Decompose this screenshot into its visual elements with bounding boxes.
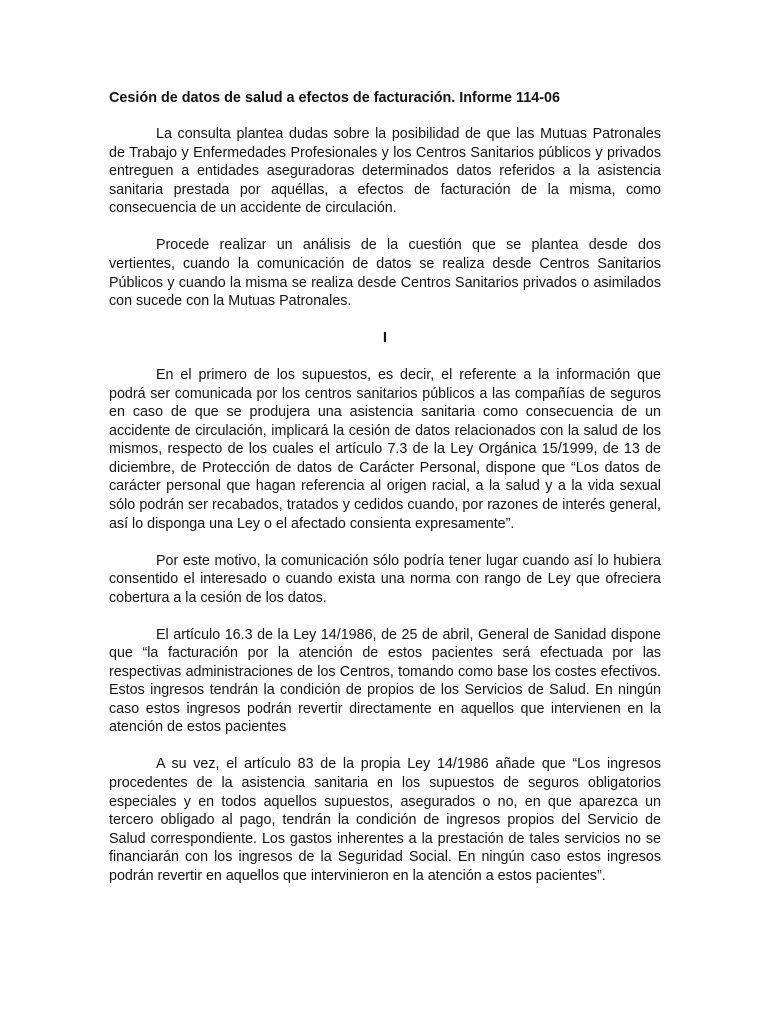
document-page: [109, 89, 661, 885]
paragraph-motivo: Por este motivo, la comunicación sólo podría tener lugar cuando así lo hubiera consentido el interesado o cuando exista una norma con rango de Ley que ofreciera cobertura a la cesión de los datos.: [109, 552, 661, 606]
document-title: Cesión de datos de salud a efectos de facturación. Informe 114-06: [109, 90, 561, 106]
paragraph-spacer: [109, 737, 661, 756]
paragraph-spacer: [109, 348, 661, 367]
paragraph-analisis: Procede realizar un análisis de la cuestión que se plantea desde dos vertientes, cuando la comunicación de datos se realiza desde Centros Sanitarios Públicos y cuando la misma se realiza desde Centros Sanitarios privados o asimilados con sucede con la Mutuas Patronales.: [109, 237, 661, 310]
paragraph-articulo-16-3: El artículo 16.3 de la Ley 14/1986, de 25 de abril, General de Sanidad dispone que “la facturación por la atención de estos pacientes será efectuada por las respectivas administraciones de los Centros, tomando como base los costes efectivos. Estos ingresos tendrán la condición de propios de los Servicios de Salud. En ningún caso estos ingresos podrán revertir directamente en aquellos que intervienen en la atención de estos pacientes: [109, 626, 661, 736]
paragraph-spacer: [109, 218, 661, 237]
section-heading: I: [382, 329, 388, 347]
paragraph-consulta: La consulta plantea dudas sobre la posibilidad de que las Mutuas Patronales de Trabajo y Enfermedades Profesionales y los Centros Sanitarios públicos y privados entreguen a entidades aseguradoras determinados datos referidos a la asistencia sanitaria prestada por aquéllas, a efectos de facturación de la misma, como consecuencia de un accidente de circulación.: [109, 126, 661, 217]
paragraph-spacer: [109, 607, 661, 626]
paragraph-articulo-83: A su vez, el artículo 83 de la propia Ley 14/1986 añade que “Los ingresos procedentes de la asistencia sanitaria en los supuestos de seguros obligatorios especiales y en todos aquellos supuestos, asegurados o no, en que aparezca un tercero obligado al pago, tendrán la condición de ingresos propios del Servicio de Salud correspondiente. Los gastos inherentes a la prestación de tales servicios no se financiarán con los ingresos de la Seguridad Social. En ningún caso estos ingresos podrán revertir en aquellos que intervinieron en la atención a estos pacientes”.: [109, 756, 661, 884]
paragraph-primer-supuesto: En el primero de los supuestos, es decir, el referente a la información que podrá ser comunicada por los centros sanitarios públicos a las compañías de seguros en caso de que se produjera una asistencia sanitaria como consecuencia de un accidente de circulación, implicará la cesión de datos relacionados con la salud de los mismos, respecto de los cuales el artículo 7.3 de la Ley Orgánica 15/1999, de 13 de diciembre, de Protección de datos de Carácter Personal, dispone que “Los datos de carácter personal que hagan referencia al origen racial, a la salud y a la vida sexual sólo podrán ser recabados, tratados y cedidos cuando, por razones de interés general, así lo disponga una Ley o el afectado consienta expresamente”.: [109, 367, 661, 532]
paragraph-spacer: [109, 311, 661, 330]
paragraph-spacer: [109, 533, 661, 552]
